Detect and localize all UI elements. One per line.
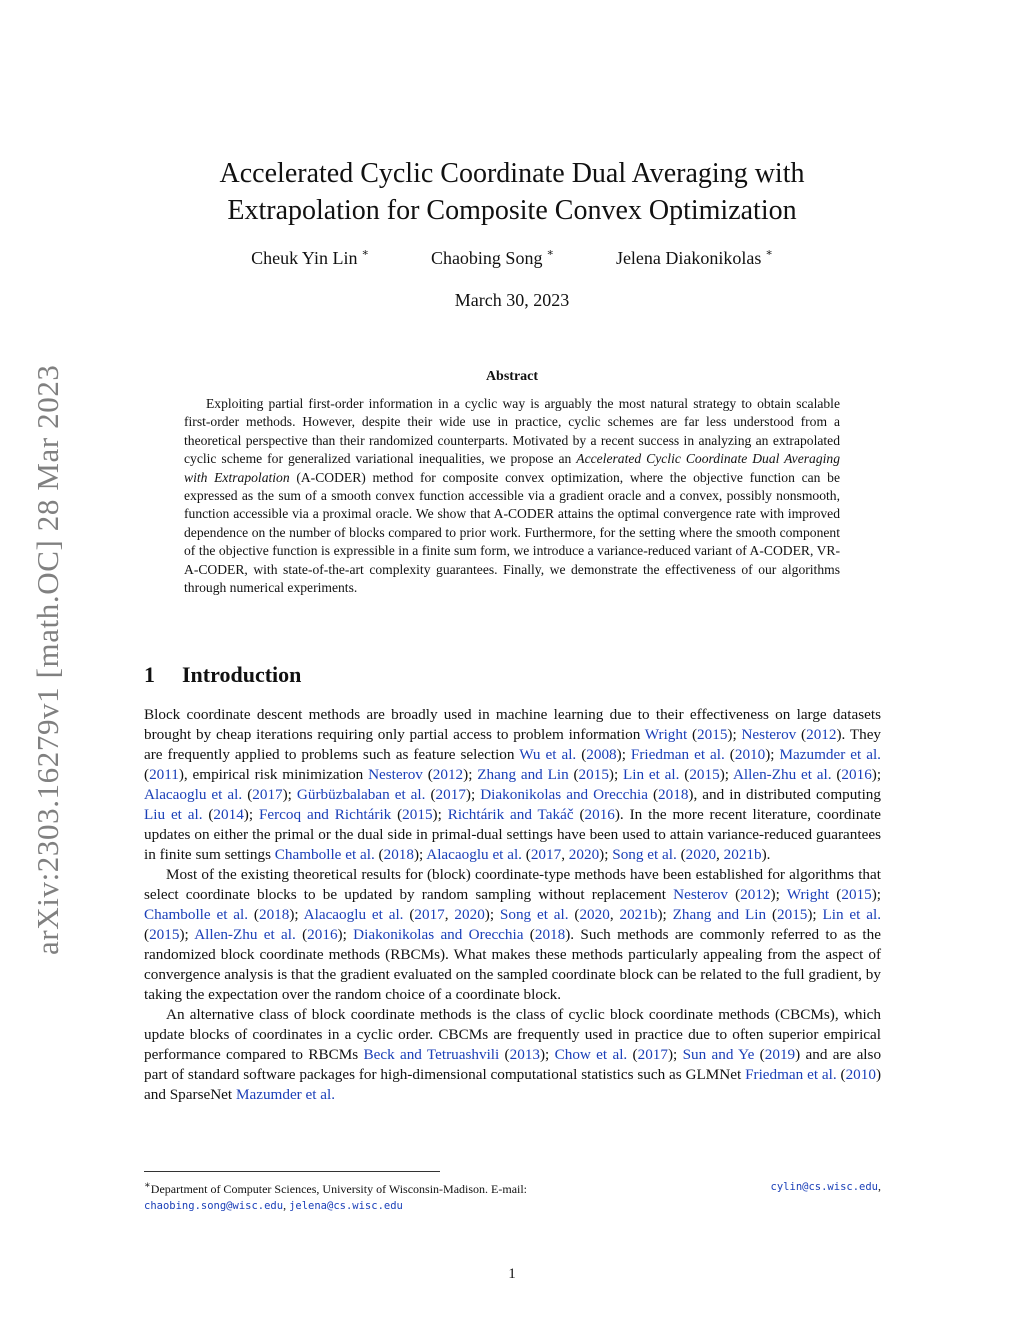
citation-link[interactable]: 2019 <box>764 1046 796 1063</box>
paragraph-text: ); <box>667 1046 683 1063</box>
paragraph-text: , <box>716 846 724 863</box>
paragraph-text: ); <box>432 806 448 823</box>
paragraph <box>144 865 881 1005</box>
citation-link[interactable]: 2015 <box>689 766 720 783</box>
paragraph-text: ( <box>766 906 777 923</box>
paragraph-text: ); <box>463 766 478 783</box>
footnote-mark[interactable]: ∗ <box>361 247 369 259</box>
paragraph-text: ); <box>719 766 733 783</box>
citation-link[interactable]: 2010 <box>734 746 766 763</box>
citation-link[interactable]: Lin et al. <box>623 766 680 783</box>
citation-link[interactable]: Mazumder et al. <box>235 1086 336 1103</box>
citation-link[interactable]: 2018 <box>383 846 414 863</box>
paragraph-text: ); <box>608 766 624 783</box>
citation-link[interactable]: Wu et al. <box>519 746 577 763</box>
citation-link[interactable]: 2016 <box>841 766 872 783</box>
paragraph-text: ( <box>248 906 259 923</box>
citation-link[interactable]: 2012 <box>432 766 464 783</box>
paragraph-text: ( <box>568 906 580 923</box>
paragraph <box>144 705 881 865</box>
paragraph-text: ). In the more recent literature, coordinate updates on either the primal or the dual side in primal-dual settings have been used to attain variance-reduced guarantees in finite sum settings <box>144 806 882 863</box>
title-line-1: Accelerated Cyclic Coordinate Dual Averaging with <box>219 158 805 189</box>
citation-link[interactable]: 2020 <box>568 846 600 863</box>
page-number: 1 <box>508 1266 516 1282</box>
citation-link[interactable]: Chambolle et al. <box>274 846 375 863</box>
paragraph-text: ); <box>337 926 354 943</box>
paragraph-text: ( <box>647 786 659 803</box>
paragraph-text: ( <box>573 806 585 823</box>
paragraph-text: ); <box>289 906 304 923</box>
introduction-body <box>144 705 881 1105</box>
citation-link[interactable]: Friedman et al. <box>745 1066 837 1083</box>
citation-link[interactable]: 2015 <box>697 726 728 743</box>
paragraph-text: ); <box>871 766 882 783</box>
citation-link[interactable]: Mazumder et al. <box>779 746 881 763</box>
author-name: Cheuk Yin Lin <box>251 248 358 268</box>
citation-link[interactable]: 2015 <box>841 886 872 903</box>
paragraph-text: ) and are also part of standard software packages for high-dimensional computational statistics such as GLMNet <box>144 1046 882 1083</box>
author-2 <box>431 248 554 269</box>
paragraph-text: ( <box>836 1066 846 1083</box>
paragraph-text: ( <box>144 766 150 783</box>
paragraph-text: ( <box>144 926 150 943</box>
paragraph-text: ( <box>796 726 807 743</box>
paragraph-text: ); <box>484 906 500 923</box>
footnote <box>144 1178 881 1214</box>
paragraph-text: ); <box>413 846 427 863</box>
citation-link[interactable]: Alacaoglu et al. <box>426 846 522 863</box>
paragraph-text: Block coordinate descent methods are broadly used in machine learning due to their effectiveness on large datasets brought by cheap iterations requiring only partial access to problem information <box>144 706 881 743</box>
section-heading <box>144 662 301 688</box>
paragraph-text: ( <box>499 1046 510 1063</box>
footnote-affiliation <box>144 1178 527 1197</box>
citation-link[interactable]: 2017 <box>435 786 466 803</box>
paragraph-text: ), empirical risk minimization <box>178 766 369 783</box>
citation-link[interactable]: 2017 <box>414 906 445 923</box>
paragraph-text: ), and in distributed computing <box>688 786 881 803</box>
abstract-part-2: (A-CODER) method for composite convex optimization, where the objective function can be expressed as the sum of a smooth convex function accessible via a gradient oracle and a convex, possibly nonsmooth, function accessible via a proximal oracle. We show that A-CODER attains the optimal convergence rate with improved dependence on the number of blocks compared to prior work. Furthermore, for the setting where the smooth component of the objective function is expressible in a finite sum form, we introduce a variance-reduced variant of A-CODER, VR-A-CODER, with state-of-the-art complexity guarantees. Finally, we demonstrate the effectiveness of our algorithms through numerical experiments. <box>184 469 840 596</box>
author-1 <box>251 248 369 269</box>
citation-link[interactable]: 2011 <box>149 766 179 783</box>
citation-link[interactable]: 2016 <box>584 806 615 823</box>
paragraph-text: ( <box>242 786 253 803</box>
paper-date: March 30, 2023 <box>454 290 570 310</box>
paragraph-text: ( <box>374 846 384 863</box>
citation-link[interactable]: 2016 <box>307 926 338 943</box>
paragraph-text: ( <box>425 786 436 803</box>
citation-link[interactable]: Liu et al. <box>144 806 203 823</box>
citation-link[interactable]: Fercoq and Richtárik <box>258 806 392 823</box>
footnote-affiliation-text: Department of Computer Sciences, University of Wisconsin-Madison. E-mail: <box>150 1182 528 1196</box>
citation-link[interactable]: 2020 <box>579 906 610 923</box>
paragraph-text: ( <box>687 726 698 743</box>
paragraph-text: ). Such methods are commonly referred to as the randomized block coordinate methods (RBCMs). What makes these methods particularly appealing from the aspect of convergence analysis is that the gradient evaluated on the sampled coordinate block can be related to the full gradient, by taking the expectation over the random choice of a coordinate block. <box>144 926 881 1003</box>
citation-link[interactable]: 2018 <box>258 906 290 923</box>
paragraph-text: ); <box>727 726 742 743</box>
citation-link[interactable]: Gürbüzbalaban et al. <box>296 786 426 803</box>
footnote-line-1 <box>144 1178 881 1197</box>
email-link[interactable]: chaobing.song@wisc.edu <box>144 1200 284 1212</box>
paragraph-text: ( <box>676 846 686 863</box>
paragraph-text: An alternative class of block coordinate methods is the class of cyclic block coordinate methods (CBCMs), which update blocks of coordinates in a cyclic order. CBCMs are frequently used in practice due to often superior empirical performance compared to RBCMs <box>144 1006 881 1063</box>
paragraph-text: ( <box>576 746 587 763</box>
paragraph-text: ( <box>724 746 735 763</box>
paragraph-text: ( <box>754 1046 765 1063</box>
citation-link[interactable]: Nesterov <box>741 726 797 743</box>
citation-link[interactable]: Wright <box>644 726 688 743</box>
paragraph-text: ( <box>403 906 415 923</box>
paragraph-text: ); <box>765 746 780 763</box>
paper-title <box>120 155 904 229</box>
citation-link[interactable]: Richtárik and Takáč <box>447 806 574 823</box>
citation-link[interactable]: 2017 <box>637 1046 668 1063</box>
citation-link[interactable]: Allen-Zhu et al. <box>194 926 296 943</box>
paragraph-text: ( <box>727 886 741 903</box>
citation-link[interactable]: Beck and Tetruashvili <box>363 1046 500 1063</box>
paragraph-text: ) and SparseNet <box>144 1066 882 1103</box>
citation-link[interactable]: 2013 <box>509 1046 540 1063</box>
citation-link[interactable]: Chow et al. <box>554 1046 628 1063</box>
footnote-email-1[interactable]: cylin@cs.wisc.edu, <box>770 1179 881 1193</box>
paragraph <box>144 1005 881 1105</box>
paragraph-text: ); <box>540 1046 555 1063</box>
citation-link[interactable]: 2015 <box>149 926 180 943</box>
citation-link[interactable]: Alacaoglu et al. <box>144 786 243 803</box>
footnote-mark[interactable]: ∗ <box>765 247 773 259</box>
author-3 <box>616 248 773 269</box>
paragraph-text: ( <box>391 806 403 823</box>
paragraph-text: ). They are frequently applied to problems such as feature selection <box>144 726 882 763</box>
paragraph-text: ( <box>831 766 842 783</box>
paragraph-text: ( <box>523 926 535 943</box>
paragraph-text: ). <box>761 846 771 863</box>
citation-link[interactable]: 2021b <box>723 846 762 863</box>
abstract-part-1: Exploiting partial first-order information in a cyclic way is arguably the most natural strategy to obtain scalable first-order methods. However, despite their wide use in practice, cyclic schemes are far less understood from a theoretical perspective than their randomized counterparts. Motivated by a recent success in analyzing an extrapolated cyclic scheme for generalized variational inequalities, we propose an <box>184 396 840 467</box>
citation-link[interactable]: 2020 <box>685 846 717 863</box>
citation-link[interactable]: 2017 <box>252 786 283 803</box>
citation-link[interactable]: 2012 <box>740 886 771 903</box>
paragraph-text: ); <box>871 886 882 903</box>
section-number: 1 <box>144 662 155 687</box>
citation-link[interactable]: 2015 <box>777 906 808 923</box>
citation-link[interactable]: Lin et al. <box>822 906 881 923</box>
citation-link[interactable]: Zhang and Lin <box>477 766 569 783</box>
paragraph-text: ); <box>807 906 823 923</box>
title-line-2: Extrapolation for Composite Convex Optimization <box>227 195 797 226</box>
citation-link[interactable]: 2008 <box>586 746 617 763</box>
paragraph-text: ); <box>657 906 673 923</box>
paragraph-text: ); <box>179 926 195 943</box>
footnote-line-2: chaobing.song@wisc.edu, jelena@cs.wisc.edu <box>144 1198 403 1212</box>
email-link[interactable]: jelena@cs.wisc.edu <box>289 1200 403 1212</box>
citation-link[interactable]: Nesterov <box>368 766 423 783</box>
author-name: Jelena Diakonikolas <box>615 248 762 268</box>
paragraph-text: ( <box>521 846 531 863</box>
citation-link[interactable]: Friedman et al. <box>630 746 725 763</box>
citation-link[interactable]: 2015 <box>402 806 433 823</box>
paragraph-text: ); <box>282 786 297 803</box>
paragraph-text: , <box>444 906 455 923</box>
citation-link[interactable]: 2020 <box>454 906 485 923</box>
paragraph-text: ( <box>627 1046 638 1063</box>
citation-link[interactable]: 2010 <box>845 1066 876 1083</box>
citation-link[interactable]: Nesterov <box>673 886 728 903</box>
citation-link[interactable]: Chambolle et al. <box>144 906 249 923</box>
paragraph-text: ( <box>295 926 308 943</box>
author-name: Chaobing Song <box>430 248 543 268</box>
citation-link[interactable]: Allen-Zhu et al. <box>732 766 832 783</box>
citation-link[interactable]: Song et al. <box>499 906 569 923</box>
citation-link[interactable]: Zhang and Lin <box>672 906 767 923</box>
citation-link[interactable]: Alacaoglu et al. <box>303 906 404 923</box>
footnote-mark[interactable]: ∗ <box>546 247 554 259</box>
abstract-text <box>184 395 840 597</box>
paragraph-text: ( <box>829 886 842 903</box>
citation-link[interactable]: Wright <box>786 886 830 903</box>
citation-link[interactable]: Sun and Ye <box>682 1046 755 1063</box>
paragraph-text: ( <box>679 766 690 783</box>
paragraph-text: ); <box>599 846 613 863</box>
author-list <box>120 248 904 269</box>
paragraph-text: , <box>561 846 569 863</box>
citation-link[interactable]: 2014 <box>213 806 244 823</box>
citation-link[interactable]: 2017 <box>530 846 562 863</box>
citation-link[interactable]: Diakonikolas and Orecchia <box>480 786 648 803</box>
citation-link[interactable]: 2012 <box>806 726 837 743</box>
section-title: Introduction <box>182 662 302 687</box>
paragraph-text: ( <box>568 766 579 783</box>
citation-link[interactable]: Song et al. <box>612 846 677 863</box>
paragraph-text: ( <box>422 766 433 783</box>
paragraph-text: ); <box>770 886 787 903</box>
email-link[interactable]: cylin@cs.wisc.edu <box>770 1181 878 1193</box>
paragraph-text: Most of the existing theoretical results for (block) coordinate-type methods have been established for algorithms that select coordinate blocks to be updated by random sampling without replacement <box>144 866 881 903</box>
footnote-divider <box>144 1171 440 1172</box>
paragraph-text: ); <box>616 746 631 763</box>
citation-link[interactable]: 2018 <box>534 926 566 943</box>
paragraph-text: , <box>609 906 620 923</box>
citation-link[interactable]: 2015 <box>578 766 609 783</box>
paragraph-text: ( <box>202 806 214 823</box>
footnote-mark: ∗ <box>144 1180 151 1191</box>
arxiv-sidebar-stamp: arXiv:2303.16279v1 [math.OC] 28 Mar 2023 <box>30 364 65 955</box>
method-name: Accelerated Cyclic Coordinate Dual Averaging with Extrapolation <box>184 451 841 485</box>
abstract-heading: Abstract <box>485 369 539 384</box>
paragraph-text: ); <box>243 806 259 823</box>
paragraph-text: ); <box>465 786 481 803</box>
citation-link[interactable]: Diakonikolas and Orecchia <box>353 926 524 943</box>
citation-link[interactable]: 2018 <box>658 786 689 803</box>
citation-link[interactable]: 2021b <box>619 906 658 923</box>
